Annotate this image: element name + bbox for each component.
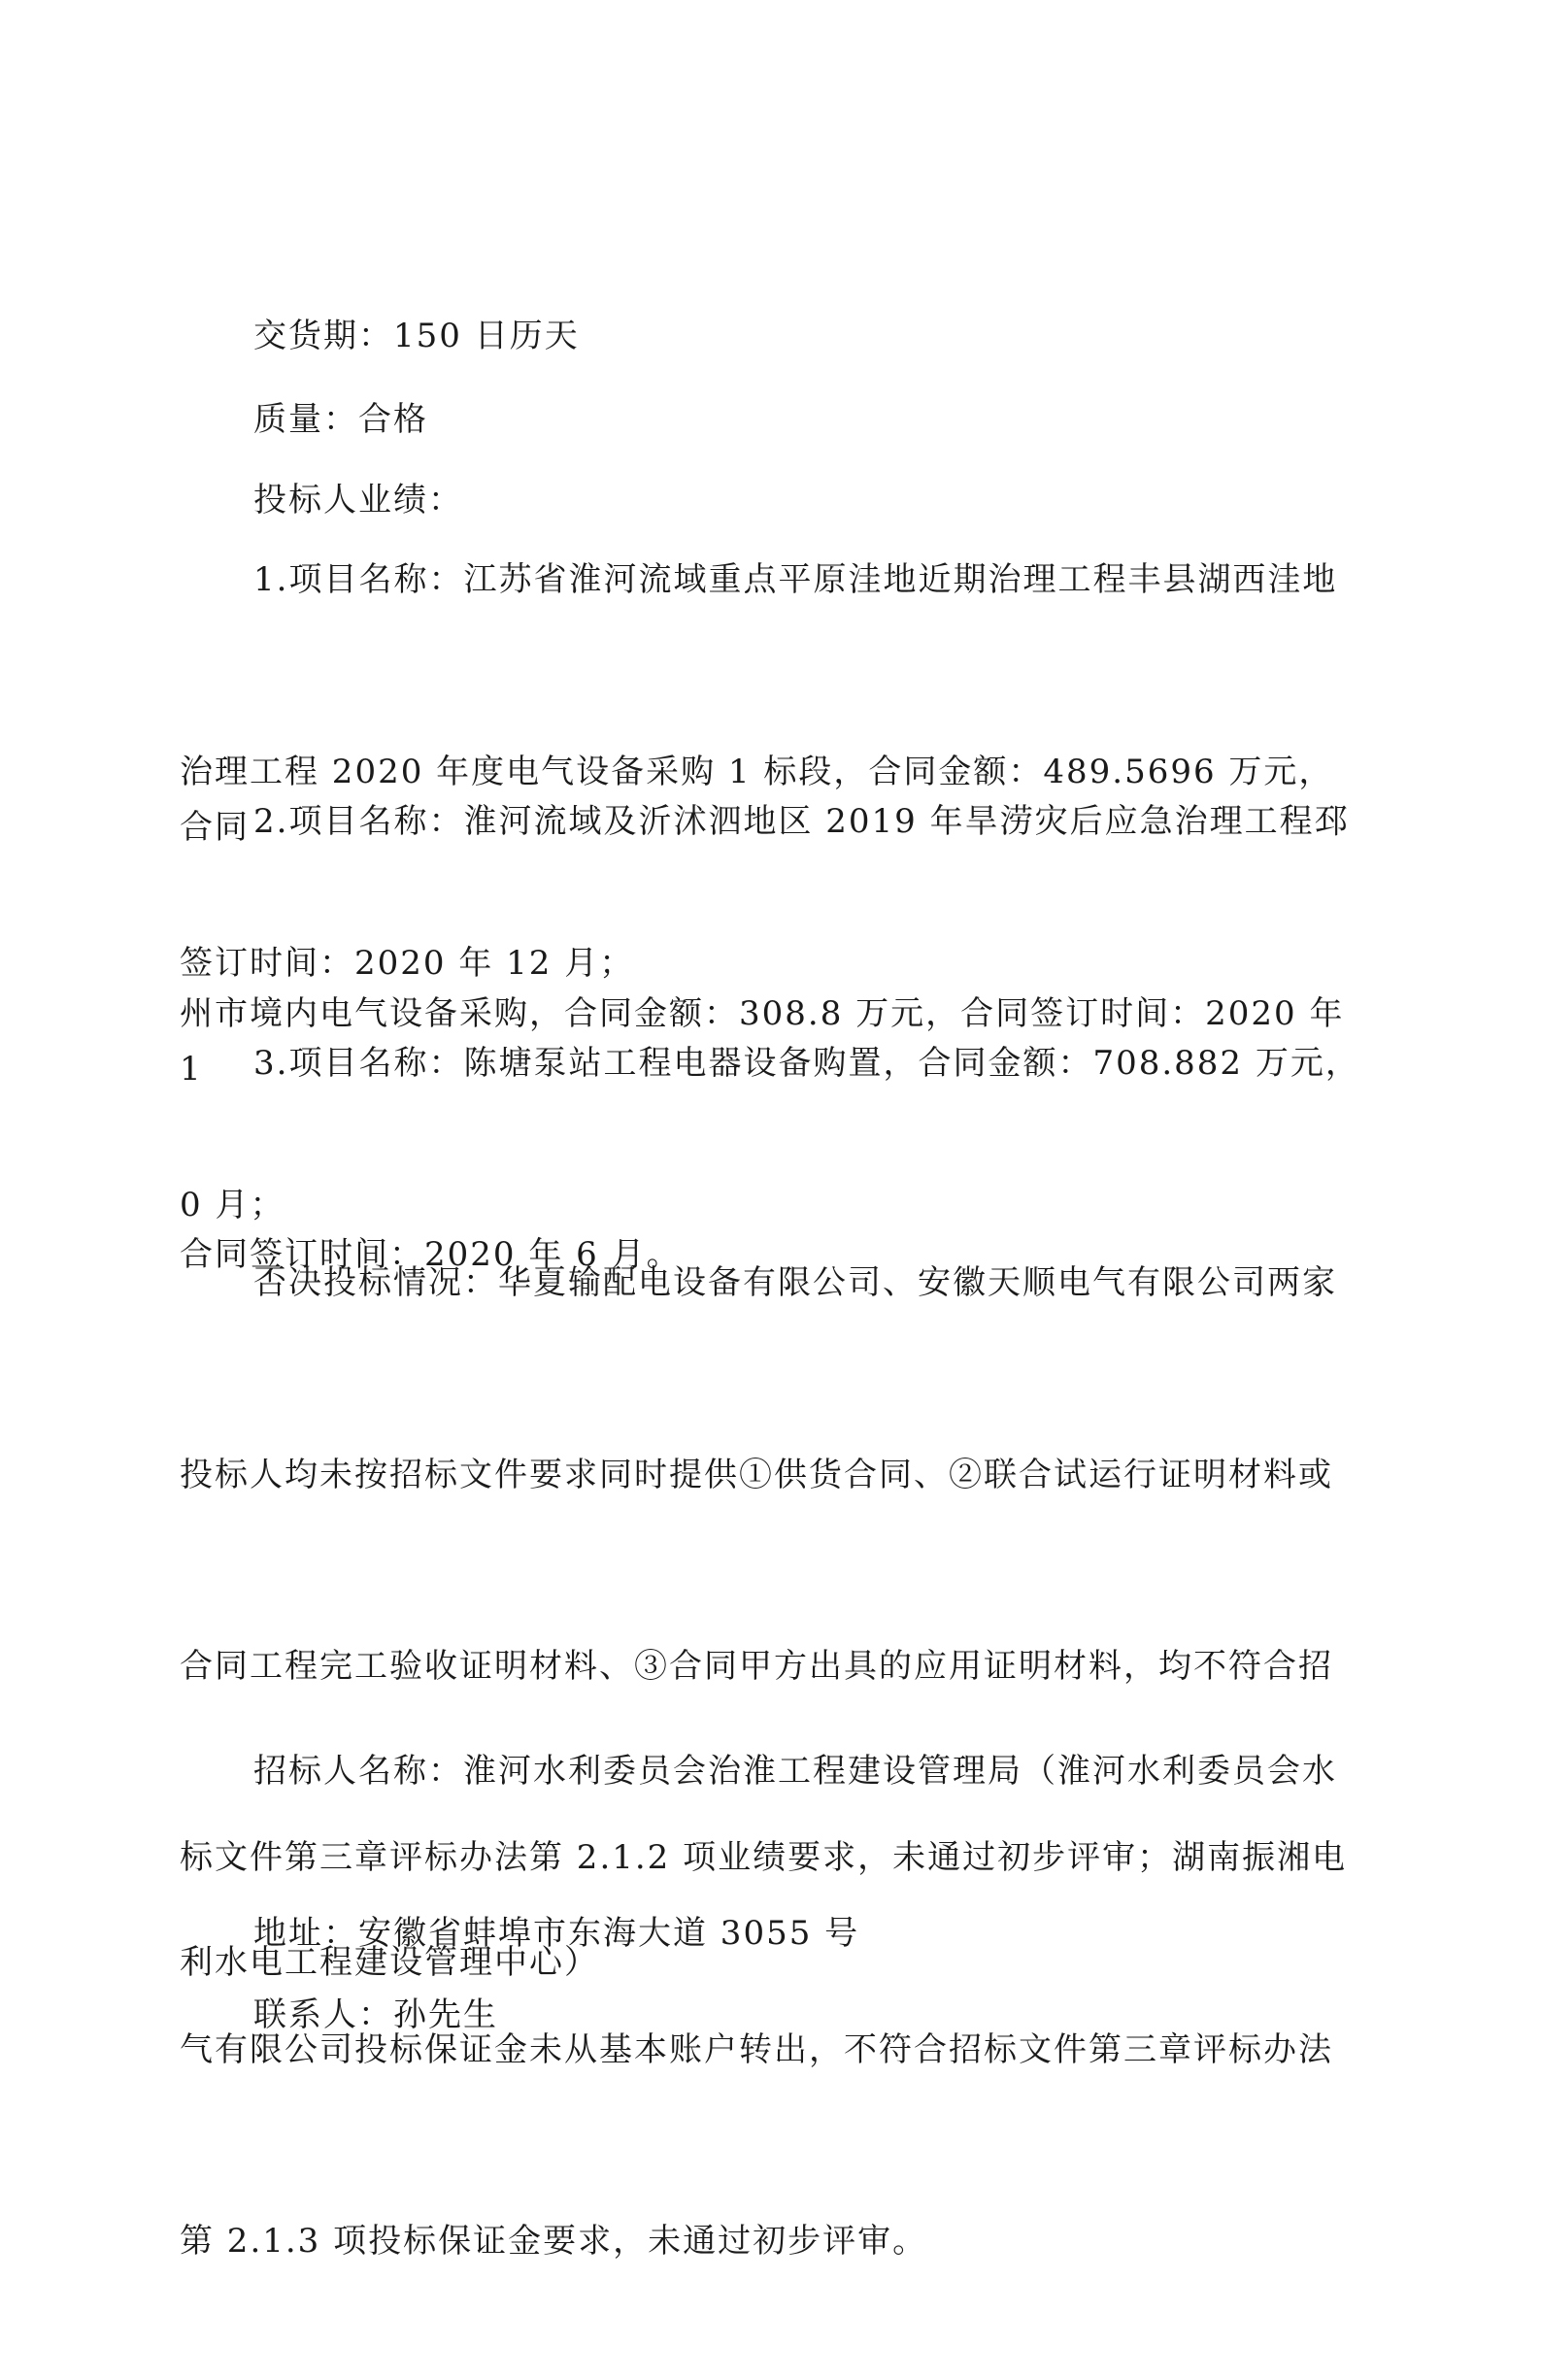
tenderer-line: 招标人名称：淮河水利委员会治淮工程建设管理局（淮河水利委员会水 xyxy=(253,1752,1337,1791)
rejection-line: 投标人均未按招标文件要求同时提供①供货合同、②联合试运行证明材料或 xyxy=(180,1456,1333,1494)
rejection-line: 气有限公司投标保证金未从基本账户转出，不符合招标文件第三章评标办法 xyxy=(180,2030,1333,2069)
rejection-line: 合同工程完工验收证明材料、③合同甲方出具的应用证明材料，均不符合招 xyxy=(180,1647,1333,1686)
address-line: 地址：安徽省蚌埠市东海大道 3055 号 xyxy=(253,1914,860,1953)
contact xyxy=(180,1877,1366,2154)
rejection-line: 标文件第三章评标办法第 2.1.2 项业绩要求，未通过初步评审；湖南振湘电 xyxy=(180,1838,1348,1877)
delivery-period-line: 交货期：150 日历天 xyxy=(253,317,580,355)
tenderer-line: 利水电工程建设管理中心） xyxy=(180,1943,599,1982)
rejection-line: 第 2.1.3 项投标保证金要求，未通过初步评审。 xyxy=(180,2222,928,2261)
performance-item-line: 0 月； xyxy=(180,1186,285,1224)
performance-item-line: 3.项目名称：陈塘泵站工程电器设备购置，合同金额：708.882 万元， xyxy=(253,1044,1360,1083)
performance-item-line: 1.项目名称：江苏省淮河流域重点平原洼地近期治理工程丰县湖西洼地 xyxy=(253,560,1338,599)
performance-item-line: 2.项目名称：淮河流域及沂沭泗地区 2019 年旱涝灾后应急治理工程邳 xyxy=(253,802,1350,841)
performance-item-line: 签订时间：2020 年 12 月； xyxy=(180,944,635,983)
quality-line: 质量：合格 xyxy=(253,400,428,439)
performance-heading-line: 投标人业绩： xyxy=(253,481,463,520)
rejection-line: 否决投标情况：华夏输配电设备有限公司、安徽天顺电气有限公司两家 xyxy=(253,1263,1337,1302)
performance-item-line: 治理工程 2020 年度电气设备采购 1 标段，合同金额：489.5696 万元，合同 xyxy=(180,753,1334,847)
contact-line: 联系人：孙先生 xyxy=(253,1995,498,2034)
performance-item-line: 合同签订时间：2020 年 6 月。 xyxy=(180,1235,682,1274)
performance-item-line: 州市境内电气设备采购，合同金额：308.8 万元，合同签订时间：2020 年 1 xyxy=(180,994,1357,1089)
